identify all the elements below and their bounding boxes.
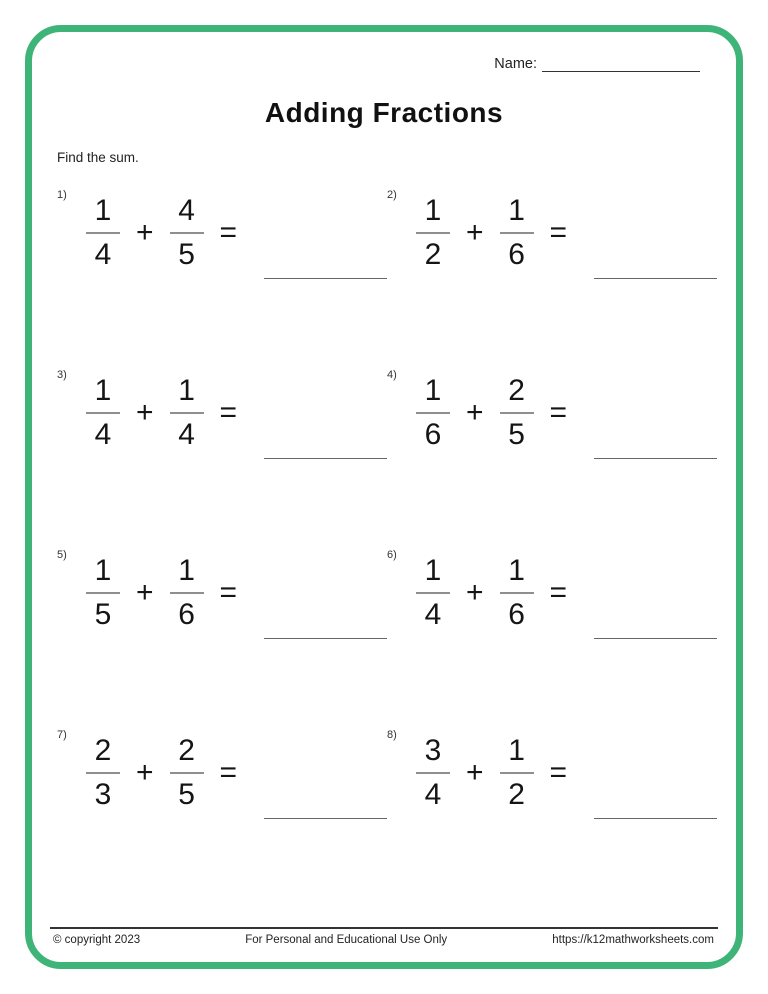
- problem-4: [387, 363, 717, 543]
- expression: [413, 195, 717, 270]
- numerator: 1: [424, 554, 442, 587]
- expression: [83, 195, 387, 270]
- denominator: 6: [508, 237, 525, 271]
- fraction-a: [413, 375, 453, 450]
- denominator: 5: [178, 237, 195, 271]
- problem-number: 1): [57, 189, 67, 201]
- numerator: 3: [424, 734, 442, 767]
- name-row: [494, 55, 700, 72]
- plus-sign: +: [466, 755, 484, 789]
- fraction-bar: [170, 412, 204, 414]
- plus-sign: +: [466, 575, 484, 609]
- answer-blank[interactable]: [264, 278, 387, 279]
- fraction-bar: [416, 772, 450, 774]
- denominator: 4: [94, 417, 112, 451]
- fraction-bar: [416, 232, 450, 234]
- fraction-bar: [86, 232, 120, 234]
- problem-7: [57, 723, 387, 903]
- problem-number: 2): [387, 189, 397, 201]
- problems-grid: [57, 183, 717, 903]
- problem-number: 5): [57, 549, 67, 561]
- fraction-bar: [500, 412, 534, 414]
- fraction-bar: [500, 772, 534, 774]
- fraction-bar: [86, 772, 120, 774]
- fraction-a: [413, 195, 453, 270]
- denominator: 6: [178, 597, 195, 631]
- denominator: 3: [94, 777, 112, 811]
- fraction-a: [413, 735, 453, 810]
- copyright-text: © copyright 2023: [53, 934, 141, 946]
- answer-blank[interactable]: [594, 638, 717, 639]
- fraction-bar: [416, 592, 450, 594]
- fraction-b: [167, 735, 207, 810]
- denominator: 6: [508, 597, 525, 631]
- plus-sign: +: [136, 395, 154, 429]
- numerator: 1: [94, 554, 112, 587]
- fraction-b: [497, 735, 537, 810]
- equals-sign: =: [549, 755, 568, 789]
- fraction-bar: [170, 232, 204, 234]
- answer-blank[interactable]: [594, 278, 717, 279]
- expression: [83, 375, 387, 450]
- answer-blank[interactable]: [594, 458, 717, 459]
- fraction-bar: [86, 592, 120, 594]
- equals-sign: =: [219, 395, 238, 429]
- numerator: 4: [178, 194, 195, 227]
- problem-number: 4): [387, 369, 397, 381]
- expression: [413, 375, 717, 450]
- problem-number: 8): [387, 729, 397, 741]
- numerator: 1: [94, 194, 112, 227]
- numerator: 2: [94, 734, 112, 767]
- problem-number: 7): [57, 729, 67, 741]
- denominator: 2: [424, 237, 442, 271]
- equals-sign: =: [549, 215, 568, 249]
- problem-6: [387, 543, 717, 723]
- denominator: 6: [424, 417, 442, 451]
- expression: [413, 555, 717, 630]
- problem-1: [57, 183, 387, 363]
- answer-blank[interactable]: [594, 818, 717, 819]
- numerator: 1: [424, 194, 442, 227]
- denominator: 4: [424, 597, 442, 631]
- denominator: 5: [178, 777, 195, 811]
- equals-sign: =: [549, 575, 568, 609]
- name-label: Name:: [494, 56, 537, 72]
- denominator: 4: [178, 417, 195, 451]
- fraction-b: [167, 375, 207, 450]
- fraction-bar: [170, 592, 204, 594]
- fraction-a: [83, 555, 123, 630]
- problem-8: [387, 723, 717, 903]
- denominator: 5: [94, 597, 112, 631]
- fraction-a: [83, 375, 123, 450]
- answer-blank[interactable]: [264, 458, 387, 459]
- plus-sign: +: [466, 215, 484, 249]
- problem-number: 6): [387, 549, 397, 561]
- website-url: https://k12mathworksheets.com: [552, 934, 714, 946]
- numerator: 1: [424, 374, 442, 407]
- problem-number: 3): [57, 369, 67, 381]
- fraction-a: [413, 555, 453, 630]
- fraction-bar: [500, 232, 534, 234]
- fraction-bar: [86, 412, 120, 414]
- expression: [413, 735, 717, 810]
- plus-sign: +: [466, 395, 484, 429]
- expression: [83, 735, 387, 810]
- fraction-a: [83, 195, 123, 270]
- denominator: 4: [94, 237, 112, 271]
- numerator: 1: [94, 374, 112, 407]
- plus-sign: +: [136, 575, 154, 609]
- numerator: 1: [508, 554, 525, 587]
- fraction-b: [167, 195, 207, 270]
- name-blank[interactable]: [542, 55, 700, 72]
- numerator: 1: [178, 374, 195, 407]
- numerator: 1: [178, 554, 195, 587]
- fraction-a: [83, 735, 123, 810]
- equals-sign: =: [219, 755, 238, 789]
- equals-sign: =: [549, 395, 568, 429]
- numerator: 2: [178, 734, 195, 767]
- numerator: 1: [508, 734, 525, 767]
- equals-sign: =: [219, 575, 238, 609]
- fraction-b: [167, 555, 207, 630]
- answer-blank[interactable]: [264, 818, 387, 819]
- denominator: 4: [424, 777, 442, 811]
- equals-sign: =: [219, 215, 238, 249]
- problem-3: [57, 363, 387, 543]
- numerator: 1: [508, 194, 525, 227]
- fraction-bar: [500, 592, 534, 594]
- plus-sign: +: [136, 755, 154, 789]
- fraction-bar: [170, 772, 204, 774]
- expression: [83, 555, 387, 630]
- denominator: 5: [508, 417, 525, 451]
- fraction-bar: [416, 412, 450, 414]
- fraction-b: [497, 195, 537, 270]
- problem-2: [387, 183, 717, 363]
- instruction-text: Find the sum.: [57, 150, 139, 165]
- footer-divider: [50, 927, 718, 929]
- footer: [53, 934, 714, 946]
- fraction-b: [497, 375, 537, 450]
- answer-blank[interactable]: [264, 638, 387, 639]
- numerator: 2: [508, 374, 525, 407]
- fraction-b: [497, 555, 537, 630]
- page-title: Adding Fractions: [264, 97, 504, 128]
- problem-5: [57, 543, 387, 723]
- plus-sign: +: [136, 215, 154, 249]
- usage-text: For Personal and Educational Use Only: [245, 934, 448, 946]
- denominator: 2: [508, 777, 525, 811]
